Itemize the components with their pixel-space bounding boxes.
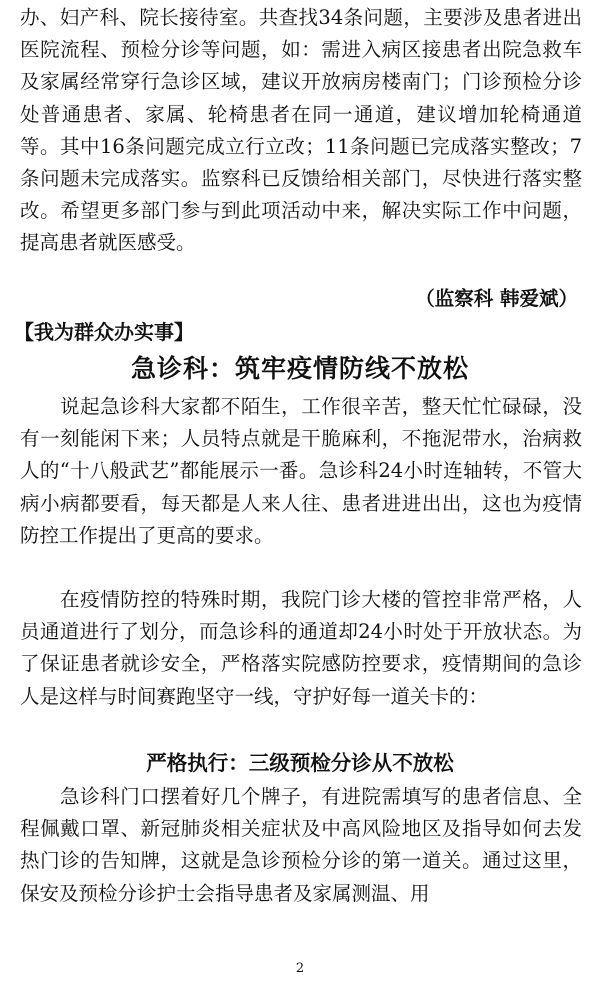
article-title: 急诊科：筑牢疫情防线不放松 xyxy=(130,354,469,383)
article-paragraph-2: 在疫情防控的特殊时期，我院门诊大楼的管控非常严格，人员通道进行了划分，而急诊科的通道却24小时处于开放状态。为了保证患者就诊安全，严格落实院感防控要求，疫情期间的急诊人是这样与时间赛跑坚守一线，守护好每一道关卡的： xyxy=(20,588,582,708)
page-number: 2 xyxy=(295,961,305,976)
article-paragraph-1: 说起急诊科大家都不陌生，工作很辛苦，整天忙忙碌碌，没有一刻能闲下来；人员特点就是干脆麻利，不拖泥带水，治病救人的“十八般武艺”都能展示一番。急诊科24小时连轴转，不管大病小病都要看，每天都是人来人往、患者进进出出，这也为疫情防控工作提出了更高的要求。 xyxy=(20,395,582,547)
final-paragraph: 急诊科门口摆着好几个牌子，有进院需填写的患者信息、全程佩戴口罩、新冠肺炎相关症状及中高风险地区及指导如何去发热门诊的告知牌，这就是急诊预检分诊的第一道关。通过这里，保安及预检分诊护士会指导患者及家属测温、用 xyxy=(20,785,582,905)
section-heading: 【我为群众办实事】 xyxy=(14,320,194,344)
subheading: 严格执行：三级预检分诊从不放松 xyxy=(146,751,454,775)
signature: （监察科 韩爱斌） xyxy=(415,287,578,310)
intro-paragraph: 办、妇产科、院长接待室。共查找34条问题，主要涉及患者进出医院流程、预检分诊等问题，如：需进入病区接患者出院急救车及家属经常穿行急诊区域，建议开放病房楼南门；门诊预检分诊处普通患者、家属、轮椅患者在同一通道，建议增加轮椅通道等。其中16条问题完成立行立改；11条问题已完成落实整改；7条问题未完成落实。监察科已反馈给相关部门，尽快进行落实整改。希望更多部门参与到此项活动中来，解决实际工作中问题，提高患者就医感受。 xyxy=(20,6,582,255)
